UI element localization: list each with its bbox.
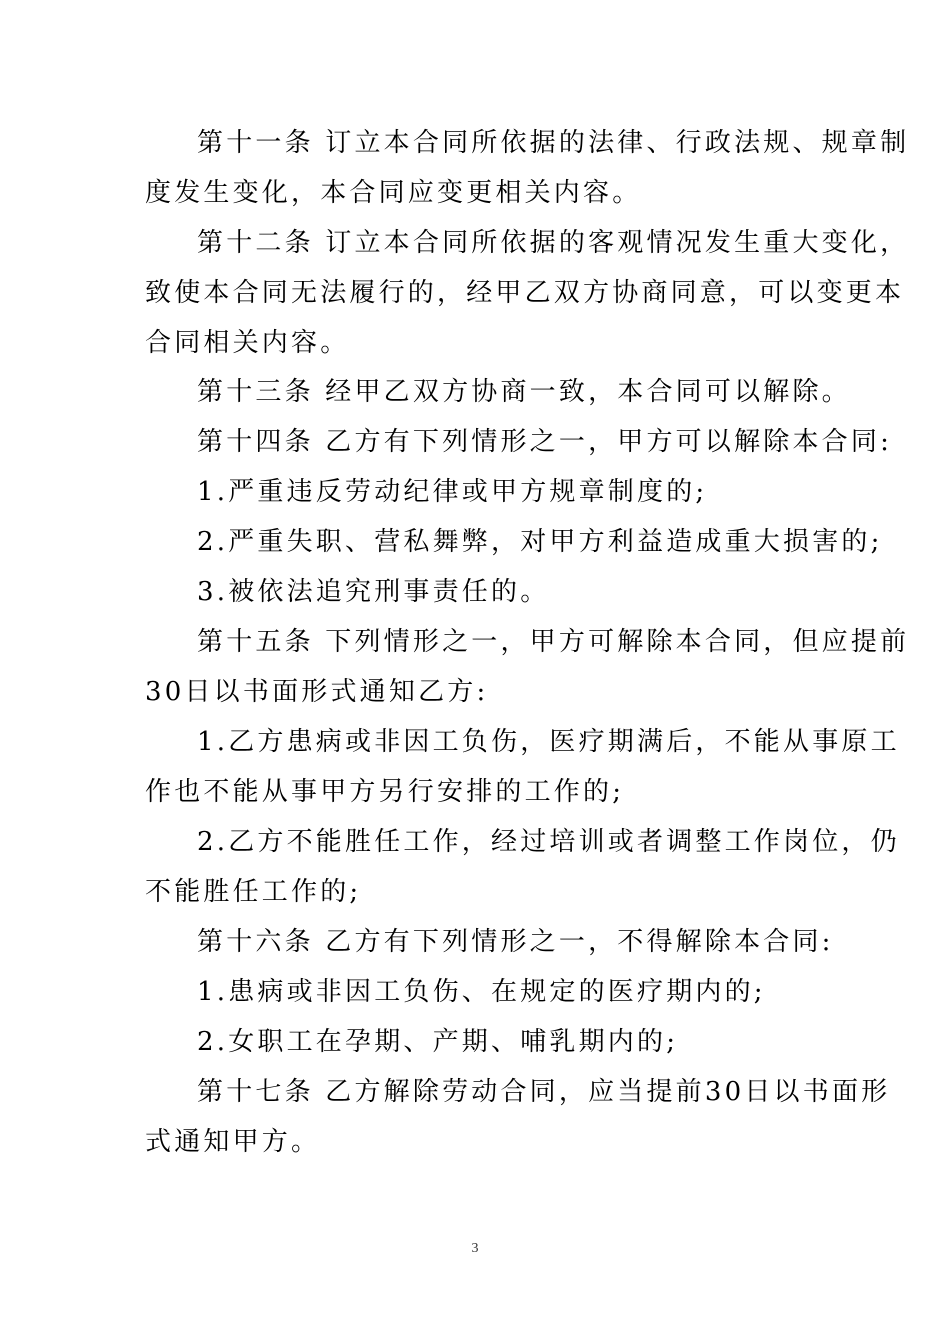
article-12-line-2: 致使本合同无法履行的，经甲乙双方协商同意，可以变更本 — [145, 278, 905, 308]
page-number: 3 — [471, 1241, 479, 1256]
article-11-line-1: 第十一条 订立本合同所依据的法律、行政法规、规章制 — [197, 128, 910, 158]
article-16-line-1: 第十六条 乙方有下列情形之一，不得解除本合同: — [197, 927, 834, 957]
article-15-line-2: 30日以书面形式通知乙方: — [145, 677, 489, 707]
article-13-line-1: 第十三条 经甲乙双方协商一致，本合同可以解除。 — [197, 377, 851, 407]
article-12-line-1: 第十二条 订立本合同所依据的客观情况发生重大变化， — [197, 228, 910, 258]
article-14-item-3: 3.被依法追究刑事责任的。 — [197, 577, 550, 607]
article-14-line-1: 第十四条 乙方有下列情形之一，甲方可以解除本合同: — [197, 427, 893, 457]
article-11-line-2: 度发生变化，本合同应变更相关内容。 — [145, 178, 642, 208]
article-15-item-1-line-2: 作也不能从事甲方另行安排的工作的; — [145, 777, 625, 807]
article-15-line-1: 第十五条 下列情形之一，甲方可解除本合同，但应提前 — [197, 627, 910, 657]
article-12-line-3: 合同相关内容。 — [145, 328, 350, 358]
article-16-item-1: 1.患病或非因工负伤、在规定的医疗期内的; — [197, 977, 766, 1007]
article-15-item-1-line-1: 1.乙方患病或非因工负伤，医疗期满后，不能从事原工 — [197, 727, 900, 757]
article-17-line-1: 第十七条 乙方解除劳动合同，应当提前30日以书面形 — [197, 1077, 891, 1107]
article-15-item-2-line-1: 2.乙方不能胜任工作，经过培训或者调整工作岗位，仍 — [197, 827, 900, 857]
article-16-item-2: 2.女职工在孕期、产期、哺乳期内的; — [197, 1027, 679, 1057]
article-17-line-2: 式通知甲方。 — [145, 1127, 321, 1157]
article-14-item-1: 1.严重违反劳动纪律或甲方规章制度的; — [197, 477, 708, 507]
article-15-item-2-line-2: 不能胜任工作的; — [145, 877, 362, 907]
article-14-item-2: 2.严重失职、营私舞弊，对甲方利益造成重大损害的; — [197, 527, 883, 557]
